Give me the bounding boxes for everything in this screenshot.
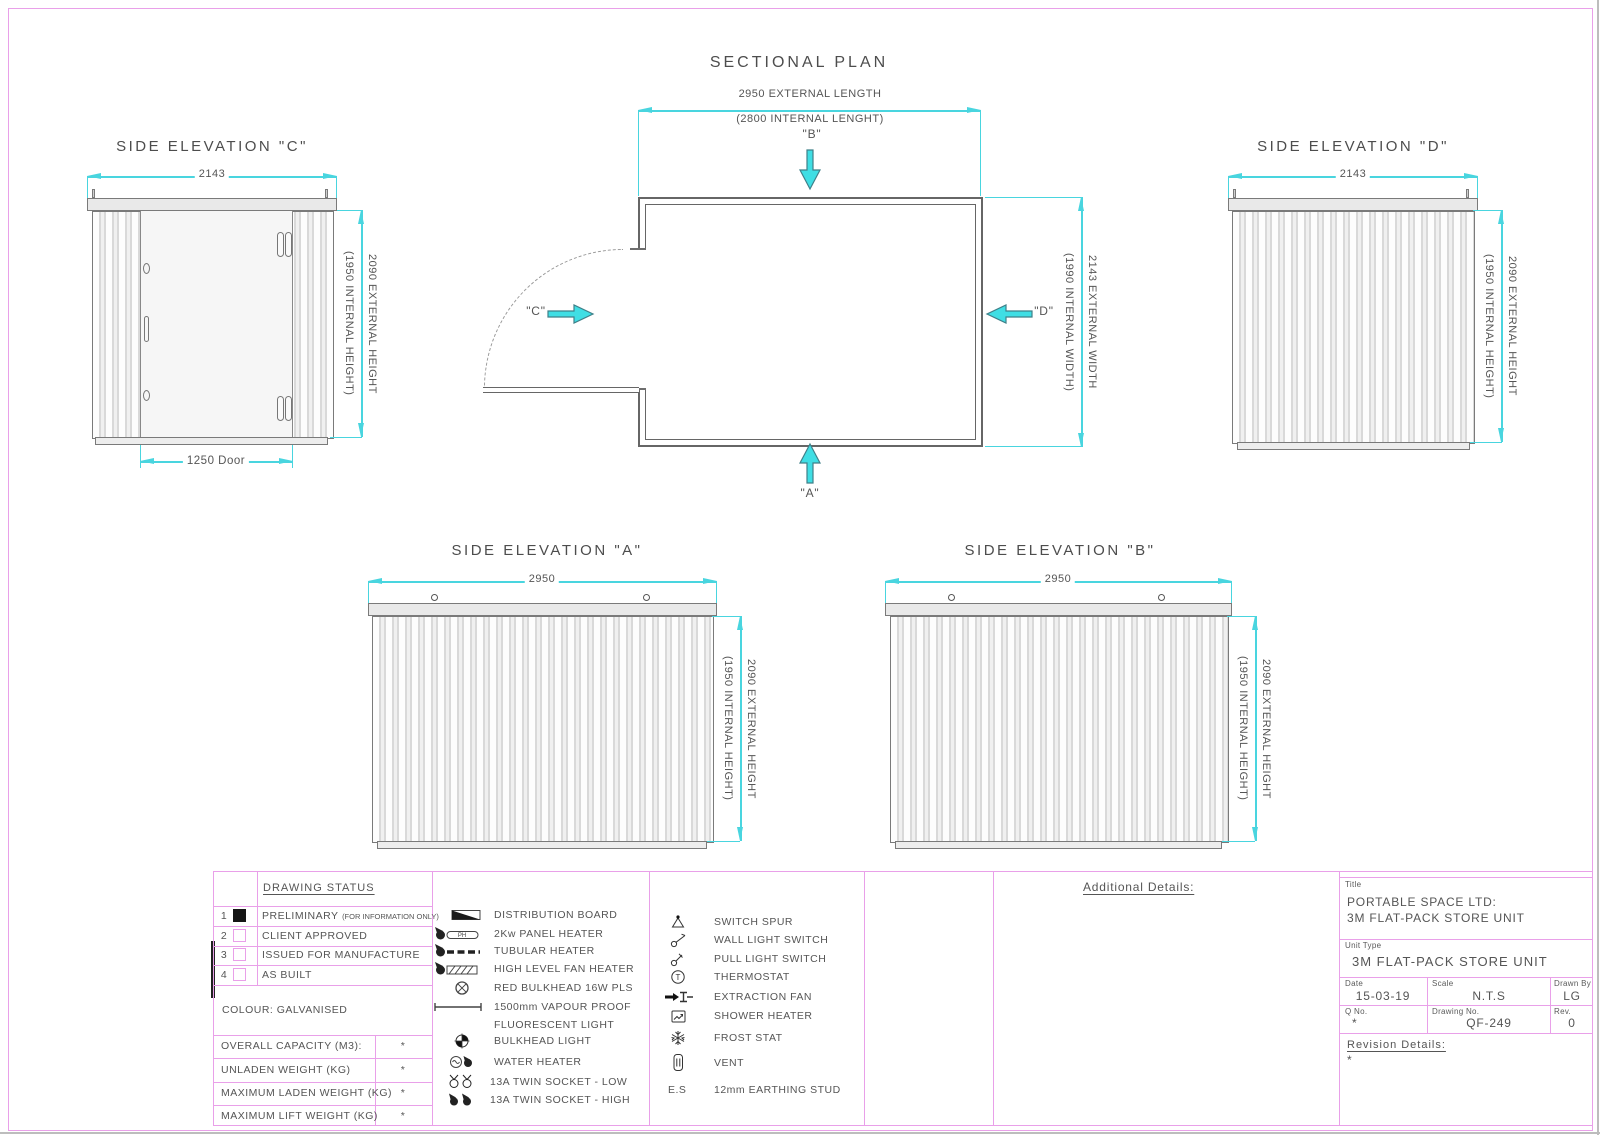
drawing-no-label: Drawing No.	[1432, 1007, 1480, 1016]
elevation-a-height-internal-dim: (1950 INTERNAL HEIGHT)	[722, 656, 734, 801]
scale-value: N.T.S	[1472, 989, 1506, 1003]
panel-divider	[649, 871, 650, 1126]
fan-heater-icon	[434, 961, 482, 977]
spec-value: *	[400, 1064, 406, 1076]
section-b-label: "B"	[802, 127, 822, 141]
twin-socket-high-icon	[440, 1092, 488, 1108]
status-row-label: CLIENT APPROVED	[262, 930, 368, 942]
vent-icon	[668, 1053, 700, 1073]
rev-value: 0	[1568, 1016, 1576, 1030]
elevation-b-title: SIDE ELEVATION "B"	[964, 542, 1156, 559]
row-divider	[213, 965, 432, 966]
legend-label: VENT	[714, 1057, 745, 1069]
status-checkbox-issued-for-manufacture	[233, 948, 246, 961]
frost-stat-icon	[668, 1030, 700, 1046]
rev-label: Rev.	[1554, 1007, 1572, 1016]
legend-label: 2Kw PANEL HEATER	[494, 928, 604, 940]
tubular-heater-icon	[434, 943, 482, 959]
elevation-c-title: SIDE ELEVATION "C"	[116, 138, 308, 155]
q-no-label: Q No.	[1345, 1007, 1368, 1016]
status-checkbox-preliminary	[233, 909, 246, 922]
colour-label: COLOUR: GALVANISED	[222, 1004, 348, 1016]
legend-label: FROST STAT	[714, 1032, 783, 1044]
column-divider	[1550, 977, 1551, 1033]
legend-label: SWITCH SPUR	[714, 916, 793, 928]
company-title: PORTABLE SPACE LTD:	[1347, 895, 1497, 909]
scale-label: Scale	[1432, 979, 1454, 988]
date-value: 15-03-19	[1355, 989, 1411, 1003]
date-label: Date	[1345, 979, 1364, 988]
legend-label: THERMOSTAT	[714, 971, 790, 983]
revision-details-value: *	[1347, 1053, 1353, 1067]
legend-label: BULKHEAD LIGHT	[494, 1035, 592, 1047]
section-a-label: "A"	[800, 486, 820, 500]
legend-label: DISTRIBUTION BOARD	[494, 909, 618, 921]
section-d-label: "D"	[1034, 304, 1054, 318]
legend-label: 13A TWIN SOCKET - LOW	[490, 1076, 628, 1088]
panel-divider	[1339, 871, 1340, 1126]
status-row-number: 1	[220, 910, 228, 922]
elevation-d-height-internal-dim: (1950 INTERNAL HEIGHT)	[1483, 253, 1495, 399]
legend-label: WALL LIGHT SWITCH	[714, 934, 829, 946]
legend-label: SHOWER HEATER	[714, 1010, 813, 1022]
row-divider	[213, 946, 432, 947]
distribution-board-icon	[436, 907, 484, 923]
panel-divider	[864, 871, 865, 1126]
status-checkbox-as-built	[233, 968, 246, 981]
sectional-plan-title: SECTIONAL PLAN	[709, 54, 889, 71]
legend-label: HIGH LEVEL FAN HEATER	[494, 963, 635, 975]
legend-label: 1500mm VAPOUR PROOF	[494, 1001, 632, 1013]
elevation-d-height-dim: 2090 EXTERNAL HEIGHT	[1506, 256, 1518, 396]
legend-label: RED BULKHEAD 16W PLS	[494, 982, 633, 994]
legend-label: FLUORESCENT LIGHT	[494, 1019, 615, 1031]
drawing-no-value: QF-249	[1466, 1016, 1512, 1030]
bulkhead-light-icon	[436, 1033, 484, 1049]
row-divider	[1339, 1033, 1593, 1034]
thermostat-icon-text: T	[675, 972, 681, 982]
shower-heater-icon	[668, 1008, 700, 1024]
row-divider	[1339, 977, 1593, 978]
elevation-c-door-dim: 1250 Door	[183, 455, 249, 467]
row-divider	[213, 985, 432, 986]
elevation-a-height-dim: 2090 EXTERNAL HEIGHT	[745, 658, 757, 799]
drawing-title: 3M FLAT-PACK STORE UNIT	[1347, 911, 1525, 925]
earthing-stud-icon: E.S	[668, 1084, 687, 1096]
column-divider	[1427, 977, 1428, 1033]
row-divider	[213, 1058, 432, 1059]
row-divider	[1339, 877, 1593, 878]
spec-label: MAXIMUM LADEN WEIGHT (KG)	[221, 1087, 392, 1099]
row-divider	[213, 926, 432, 927]
spec-value: *	[400, 1087, 406, 1099]
plan-width-dim-text: 2143 EXTERNAL WIDTH	[1086, 255, 1098, 389]
panel-divider	[993, 871, 994, 1126]
status-row-label: AS BUILT	[262, 969, 312, 981]
plan-length-internal-dim-text: (2800 INTERNAL LENGHT)	[736, 113, 884, 125]
elevation-c-height-internal-dim: (1950 INTERNAL HEIGHT)	[343, 251, 355, 396]
status-row-label	[262, 910, 439, 922]
section-c-label: "C"	[526, 304, 546, 318]
q-no-value: *	[1352, 1016, 1358, 1030]
spec-value: *	[400, 1040, 406, 1052]
plan-length-dim-text: 2950 EXTERNAL LENGTH	[738, 88, 882, 100]
wall-light-switch-icon	[668, 932, 700, 948]
unit-type-label: Unit Type	[1345, 941, 1382, 950]
twin-socket-low-icon	[440, 1074, 488, 1090]
red-bulkhead-icon	[436, 980, 484, 996]
status-row-number: 3	[220, 949, 228, 961]
pull-light-switch-icon	[668, 951, 700, 967]
legend-label: TUBULAR HEATER	[494, 945, 595, 957]
elevation-a-width-dim: 2950	[525, 573, 559, 585]
elevation-b-height-internal-dim: (1950 INTERNAL HEIGHT)	[1237, 656, 1249, 801]
fluorescent-light-icon	[432, 999, 484, 1015]
unit-type-value: 3M FLAT-PACK STORE UNIT	[1352, 954, 1548, 969]
spec-label: OVERALL CAPACITY (M3):	[221, 1040, 362, 1052]
panel-heater-icon	[434, 926, 482, 942]
thermostat-icon	[668, 969, 700, 985]
status-checkbox-client-approved	[233, 929, 246, 942]
legend-label: 12mm EARTHING STUD	[714, 1084, 841, 1096]
panel-heater-icon-text: PH	[457, 933, 467, 939]
switch-spur-icon	[668, 914, 700, 930]
column-divider	[257, 871, 258, 985]
spec-value: *	[400, 1110, 406, 1122]
spec-label: UNLADEN WEIGHT (KG)	[221, 1064, 351, 1076]
drawn-by-value: LG	[1563, 989, 1581, 1003]
drawing-status-header: DRAWING STATUS	[263, 882, 375, 894]
status-label-text: PRELIMINARY	[262, 910, 339, 922]
legend-label: EXTRACTION FAN	[714, 991, 813, 1003]
elevation-d-title: SIDE ELEVATION "D"	[1257, 138, 1449, 155]
legend-label: WATER HEATER	[494, 1056, 582, 1068]
row-divider	[213, 1035, 432, 1036]
legend-label: PULL LIGHT SWITCH	[714, 953, 827, 965]
status-row-label: ISSUED FOR MANUFACTURE	[262, 949, 421, 961]
status-row-number: 2	[220, 930, 228, 942]
revision-details-heading: Revision Details:	[1347, 1039, 1446, 1051]
elevation-d-width-dim: 2143	[1336, 168, 1370, 180]
elevation-b-width-dim: 2950	[1041, 573, 1075, 585]
additional-details-heading: Additional Details:	[1083, 880, 1195, 894]
elevation-b-height-dim: 2090 EXTERNAL HEIGHT	[1260, 658, 1272, 799]
title-label: Title	[1345, 880, 1362, 889]
drawn-by-label: Drawn By	[1554, 979, 1592, 988]
row-divider	[213, 906, 432, 907]
extraction-fan-icon	[664, 989, 700, 1005]
elevation-c-width-dim: 2143	[195, 168, 229, 180]
elevation-a-title: SIDE ELEVATION "A"	[451, 542, 643, 559]
status-label-note: (FOR INFORMATION ONLY)	[342, 912, 439, 921]
spec-label: MAXIMUM LIFT WEIGHT (KG)	[221, 1110, 378, 1122]
status-row-number: 4	[220, 969, 228, 981]
water-heater-icon	[436, 1054, 484, 1070]
plan-width-internal-dim-text: (1990 INTERNAL WIDTH)	[1063, 252, 1075, 392]
row-divider	[213, 1082, 432, 1083]
row-divider	[1339, 1005, 1593, 1006]
row-divider	[213, 1105, 432, 1106]
row-divider	[1339, 939, 1593, 940]
legend-label: 13A TWIN SOCKET - HIGH	[490, 1094, 631, 1106]
elevation-c-height-dim: 2090 EXTERNAL HEIGHT	[366, 253, 378, 394]
